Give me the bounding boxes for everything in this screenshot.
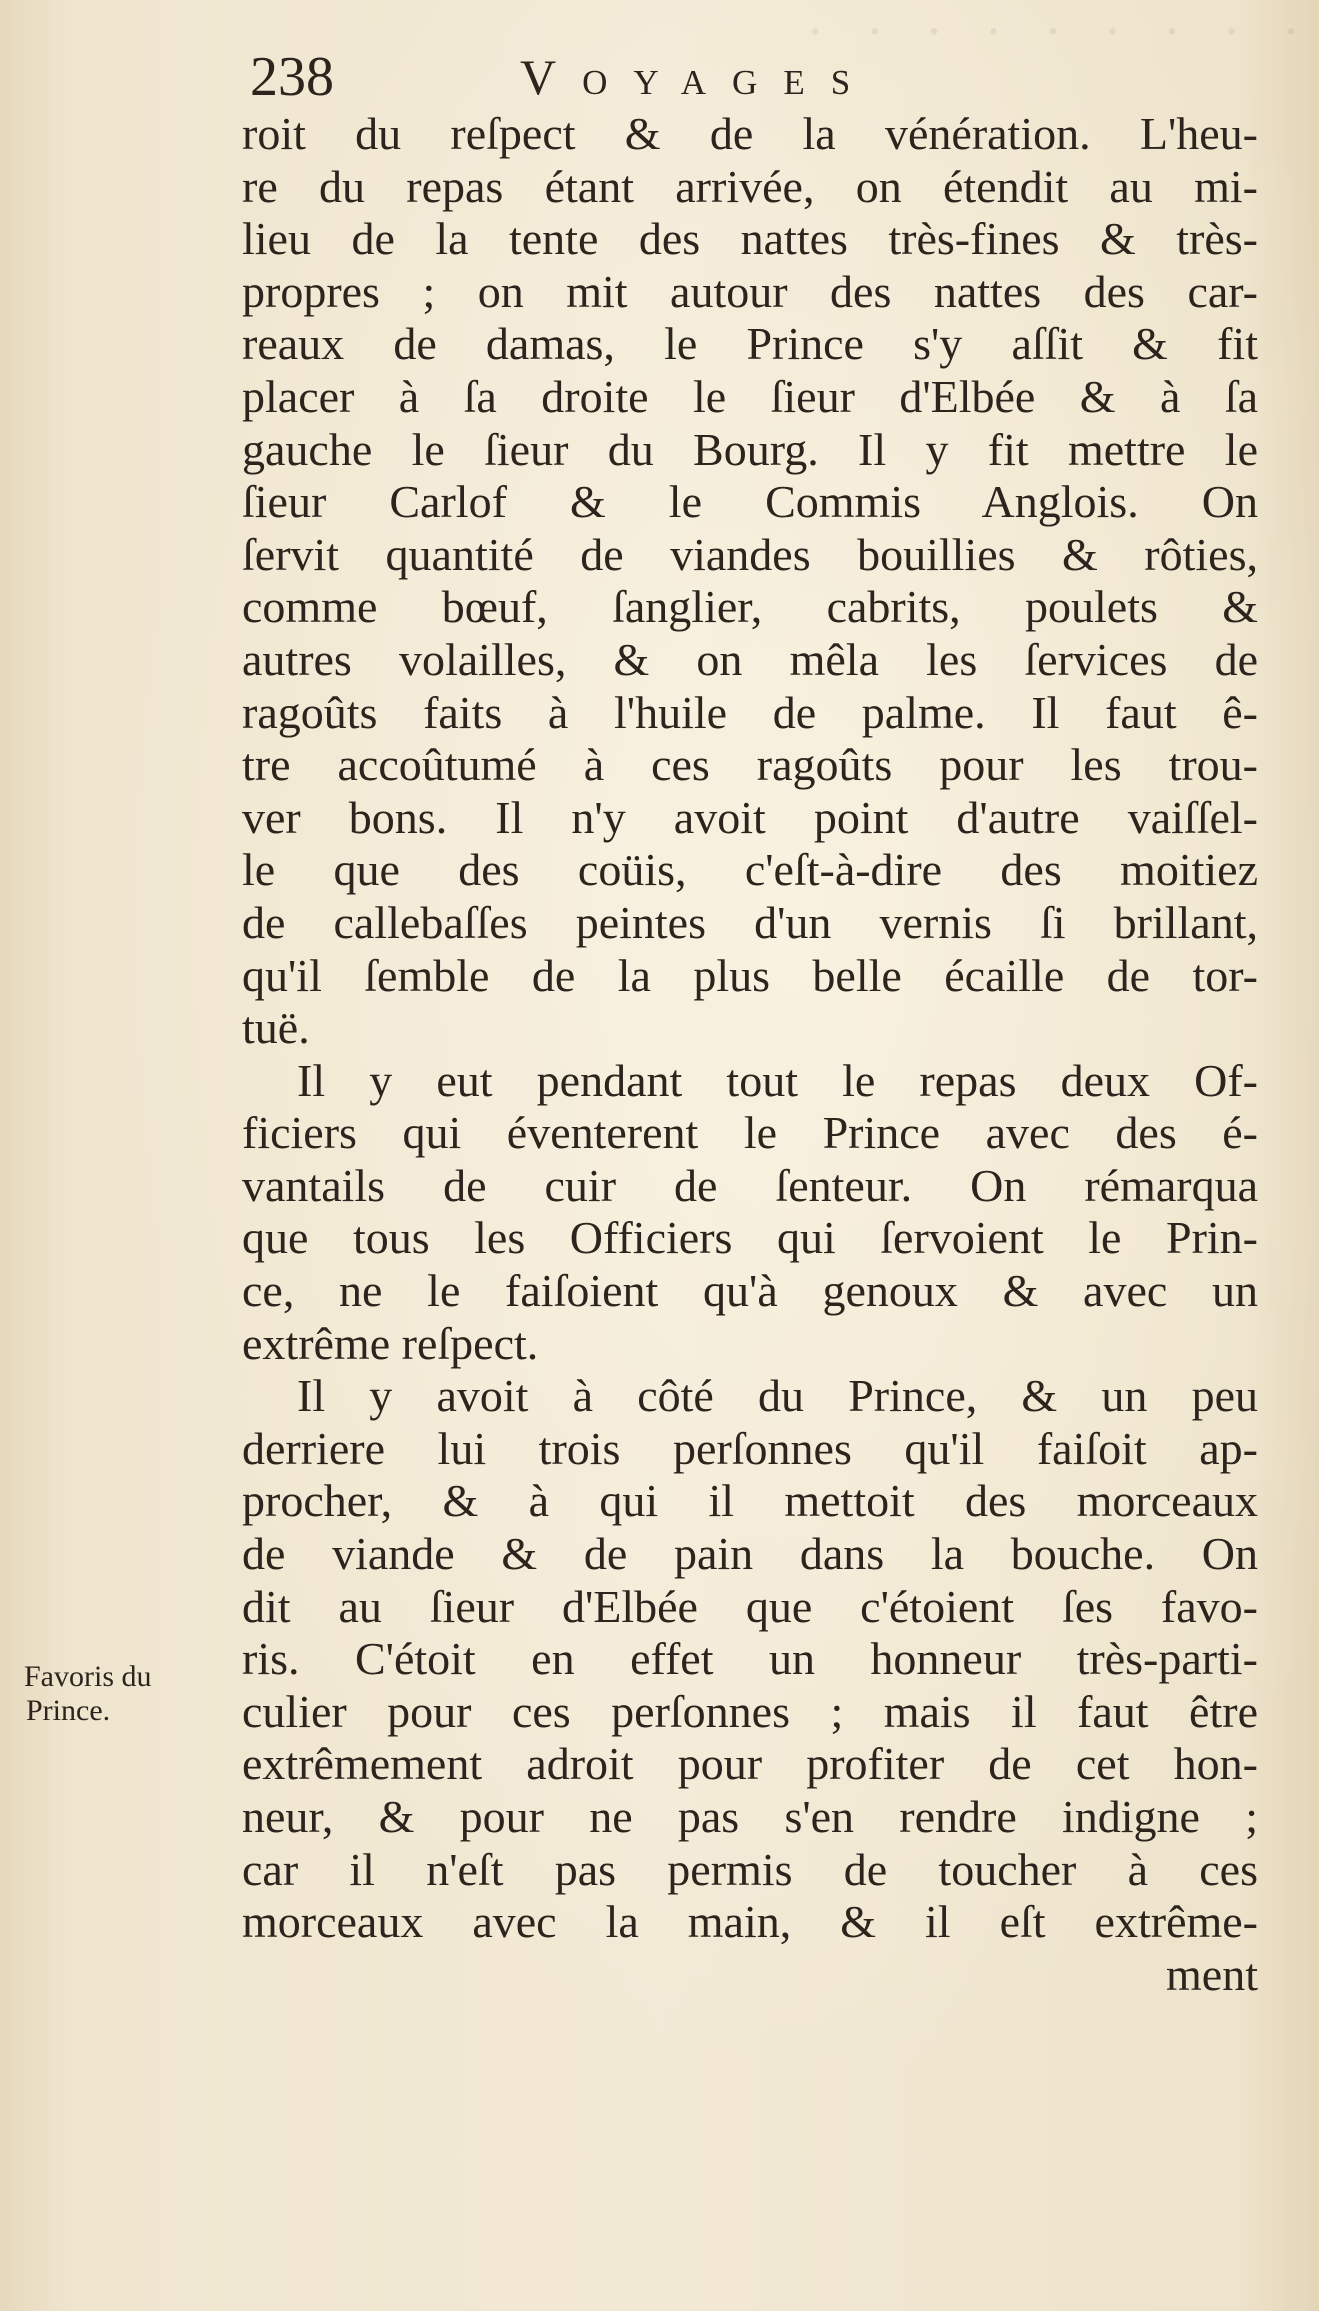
- text-line: ver bons. Il n'y avoit point d'autre vaiſſel-: [242, 791, 1258, 843]
- text-line: derriere lui trois perſonnes qu'il faiſoit ap-: [242, 1422, 1258, 1474]
- catchword: ment: [1166, 1948, 1258, 2000]
- text-line: le que des coüis, c'eſt-à-dire des moitiez: [242, 844, 1258, 896]
- text-line: car il n'eſt pas permis de toucher à ces: [242, 1843, 1258, 1895]
- text-line: roit du reſpect & de la vénération. L'heu-: [242, 108, 1258, 159]
- text-line: extrême reſpect.: [242, 1317, 539, 1369]
- text-line: culier pour ces perſonnes ; mais il faut être: [242, 1685, 1258, 1737]
- text-line: extrêmement adroit pour profiter de cet hon-: [242, 1738, 1258, 1790]
- text-line: lieu de la tente des nattes très-fines & très-: [242, 213, 1258, 265]
- page-header: [250, 42, 1100, 112]
- text-line: autres volailles, & on mêla les ſervices de: [242, 633, 1258, 685]
- text-line: procher, & à qui il mettoit des morceaux: [242, 1475, 1258, 1527]
- text-line: tuë.: [242, 1002, 310, 1054]
- show-through-from-reverse-page: · · · · · · · · ·: [792, 1, 1300, 61]
- text-line: propres ; on mit autour des nattes des car-: [242, 265, 1258, 317]
- page-number: 238: [250, 46, 334, 108]
- text-line: ris. C'étoit en effet un honneur très-parti-: [242, 1633, 1258, 1685]
- text-line: de viande & de pain dans la bouche. On: [242, 1528, 1258, 1580]
- text-line: re du repas étant arrivée, on étendit au mi-: [242, 160, 1258, 212]
- body-text: [242, 108, 1258, 2001]
- text-line: gauche le ſieur du Bourg. Il y fit mettre le: [242, 423, 1258, 475]
- text-line: ficiers qui éventerent le Prince avec des é-: [242, 1107, 1258, 1159]
- marginal-note-line: Prince.: [26, 1694, 111, 1727]
- text-line: Il y avoit à côté du Prince, & un peu: [297, 1370, 1258, 1422]
- text-line: reaux de damas, le Prince s'y aſſit & fit: [242, 318, 1258, 370]
- text-line: Il y eut pendant tout le repas deux Of-: [297, 1054, 1258, 1106]
- text-line: vantails de cuir de ſenteur. On rémarqua: [242, 1159, 1258, 1211]
- text-line: que tous les Officiers qui ſervoient le Prin-: [242, 1212, 1258, 1264]
- text-line: dit au ſieur d'Elbée que c'étoient ſes favo-: [242, 1580, 1258, 1632]
- text-line: ſervit quantité de viandes bouillies & rôties,: [242, 528, 1258, 580]
- running-title: Voyages: [520, 49, 877, 105]
- text-line: placer à ſa droite le ſieur d'Elbée & à ſa: [242, 370, 1258, 422]
- marginal-note-line: Favoris du: [24, 1660, 152, 1693]
- marginal-note: [24, 1660, 234, 1728]
- text-line: morceaux avec la main, & il eſt extrême-: [242, 1896, 1258, 1948]
- text-line: qu'il ſemble de la plus belle écaille de tor-: [242, 949, 1258, 1001]
- text-line: de callebaſſes peintes d'un vernis ſi brillant,: [242, 896, 1258, 948]
- text-line: ragoûts faits à l'huile de palme. Il faut ê-: [242, 686, 1258, 738]
- text-line: comme bœuf, ſanglier, cabrits, poulets &: [242, 581, 1258, 633]
- text-line: neur, & pour ne pas s'en rendre indigne ;: [242, 1791, 1258, 1842]
- text-line: ce, ne le faiſoient qu'à genoux & avec un: [242, 1265, 1258, 1317]
- text-line: tre accoûtumé à ces ragoûts pour les trou-: [242, 739, 1258, 791]
- text-line: ſieur Carlof & le Commis Anglois. On: [242, 476, 1258, 528]
